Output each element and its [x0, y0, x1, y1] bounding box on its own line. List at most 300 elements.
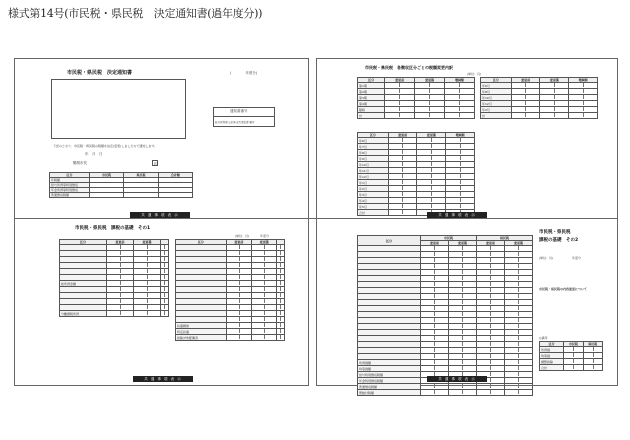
- digit-separator: [434, 300, 435, 304]
- row-label: 年8月: [358, 150, 389, 156]
- digit-separator: [518, 318, 519, 322]
- digit-separator: [460, 138, 461, 142]
- digit-separator: [460, 204, 461, 208]
- digit-separator: [280, 329, 281, 333]
- breakdown-title: 市民税・県民税 各徴収区分ごとの税額変更内訳: [365, 65, 453, 70]
- digit-separator: [593, 347, 594, 351]
- digit-separator: [280, 335, 281, 339]
- table-cell: [445, 113, 475, 119]
- digit-separator: [518, 324, 519, 328]
- table-row: 給与所得等特別徴収: [50, 183, 193, 188]
- digit-separator: [402, 198, 403, 202]
- digit-separator: [399, 107, 400, 111]
- digit-separator: [518, 348, 519, 352]
- digit-separator: [490, 366, 491, 370]
- digit-separator: [518, 372, 519, 376]
- digit-separator: [431, 174, 432, 178]
- basis2-title2: 課税の基礎 その2: [539, 238, 579, 243]
- basis1-year: 年度分: [260, 234, 270, 238]
- digit-separator: [239, 293, 240, 297]
- row-label: 年12月: [358, 174, 389, 180]
- digit-separator: [434, 276, 435, 280]
- digit-separator: [490, 288, 491, 292]
- digit-separator: [460, 186, 461, 190]
- basis2-main-table: [357, 235, 533, 396]
- notice-year: ( 年度分): [230, 71, 258, 75]
- digit-separator: [264, 299, 265, 303]
- digit-separator: [434, 330, 435, 334]
- digit-separator: [459, 83, 460, 87]
- header-row: [540, 342, 603, 347]
- digit-separator: [490, 276, 491, 280]
- digit-separator: [490, 306, 491, 310]
- digit-separator: [490, 252, 491, 256]
- digit-separator: [459, 89, 460, 93]
- digit-separator: [120, 257, 121, 261]
- col-subheader: 変更後: [448, 241, 476, 246]
- digit-separator: [434, 318, 435, 322]
- digit-separator: [583, 83, 584, 87]
- digit-separator: [264, 275, 265, 279]
- digit-separator: [490, 372, 491, 376]
- row-label: 所得割額: [358, 360, 421, 366]
- digit-separator: [264, 269, 265, 273]
- digit-separator: [583, 101, 584, 105]
- table-cell: [388, 210, 417, 216]
- digit-separator: [490, 324, 491, 328]
- digit-separator: [583, 89, 584, 93]
- row-label: 分離課税所得: [60, 311, 107, 317]
- digit-separator: [490, 342, 491, 346]
- table-cell: [504, 390, 532, 396]
- row-label: 均等割: [540, 353, 564, 359]
- col-header: 区分: [481, 78, 512, 83]
- col-header: 市民税: [420, 236, 476, 241]
- basis1-title: 市民税・県民税 課税の基礎 その1: [75, 226, 151, 231]
- digit-separator: [518, 342, 519, 346]
- digit-separator: [593, 365, 594, 369]
- digit-separator: [525, 107, 526, 111]
- digit-separator: [264, 293, 265, 297]
- digit-separator: [164, 287, 165, 291]
- row-label: 年8月: [481, 89, 512, 95]
- digit-separator: [459, 101, 460, 105]
- digit-separator: [120, 263, 121, 267]
- table-row: 年税額: [50, 178, 193, 183]
- digit-separator: [462, 252, 463, 256]
- digit-separator: [280, 293, 281, 297]
- digit-separator: [518, 360, 519, 364]
- digit-separator: [434, 270, 435, 274]
- digit-separator: [399, 83, 400, 87]
- row-label: 第2期: [358, 89, 385, 95]
- digit-separator: [120, 269, 121, 273]
- digit-separator: [462, 360, 463, 364]
- notice-title: 市民税・県民税 決定通知書: [67, 70, 133, 76]
- digit-separator: [147, 293, 148, 297]
- digit-separator: [402, 168, 403, 172]
- digit-separator: [280, 299, 281, 303]
- digit-separator: [264, 257, 265, 261]
- digit-separator: [434, 252, 435, 256]
- page-heading: 様式第14号(市民税・県民税 決定通知書(過年度分)): [8, 7, 263, 20]
- digit-separator: [460, 156, 461, 160]
- digit-separator: [164, 293, 165, 297]
- header-row: [358, 236, 533, 241]
- digit-separator: [518, 378, 519, 382]
- digit-separator: [431, 168, 432, 172]
- digit-separator: [518, 354, 519, 358]
- row-label: 第3期: [358, 95, 385, 101]
- digit-separator: [147, 269, 148, 273]
- digit-separator: [460, 168, 461, 172]
- digit-separator: [525, 95, 526, 99]
- digit-separator: [280, 269, 281, 273]
- seal-box: [152, 160, 158, 166]
- digit-separator: [399, 95, 400, 99]
- digit-separator: [490, 384, 491, 388]
- digit-separator: [264, 251, 265, 255]
- row-label: 年2月: [481, 107, 512, 113]
- digit-separator: [518, 300, 519, 304]
- digit-separator: [434, 246, 435, 250]
- table-cell: [583, 365, 602, 371]
- digit-separator: [518, 306, 519, 310]
- row-label: 普通徴収税額: [358, 384, 421, 390]
- digit-separator: [518, 270, 519, 274]
- table-cell: [277, 335, 285, 341]
- panel-basis-1: [14, 218, 309, 386]
- digit-separator: [402, 162, 403, 166]
- digit-separator: [459, 107, 460, 111]
- digit-separator: [490, 258, 491, 262]
- notice-number-label: 通知書番号: [230, 109, 248, 113]
- notice-footer: 共 通 事 項 表 示: [130, 212, 190, 218]
- digit-separator: [147, 263, 148, 267]
- row-label: 年9月: [358, 156, 389, 162]
- col-header: 区分: [358, 236, 421, 246]
- digit-separator: [429, 89, 430, 93]
- digit-separator: [518, 282, 519, 286]
- memo-title: ◎備考: [539, 336, 548, 340]
- reason-text-area: [539, 293, 609, 321]
- basis2-title: 市民税・県民税: [539, 230, 571, 235]
- digit-separator: [120, 293, 121, 297]
- address-window: [51, 79, 186, 139]
- row-label: 年6月: [481, 83, 512, 89]
- digit-separator: [518, 288, 519, 292]
- digit-separator: [239, 269, 240, 273]
- digit-separator: [264, 245, 265, 249]
- digit-separator: [518, 312, 519, 316]
- digit-separator: [239, 281, 240, 285]
- row-label: 随時: [358, 107, 385, 113]
- row-label: 特定扶養: [176, 329, 227, 335]
- table-cell: [564, 365, 583, 371]
- digit-separator: [120, 245, 121, 249]
- table-cell: [415, 113, 445, 119]
- row-label: 所得割: [540, 347, 564, 353]
- digit-separator: [264, 305, 265, 309]
- row-label: 年12月: [481, 101, 512, 107]
- row-label: 年10月: [481, 95, 512, 101]
- digit-separator: [518, 258, 519, 262]
- digit-separator: [147, 311, 148, 315]
- digit-separator: [518, 366, 519, 370]
- digit-separator: [460, 198, 461, 202]
- digit-separator: [264, 311, 265, 315]
- digit-separator: [490, 300, 491, 304]
- row-label: 年10月: [358, 162, 389, 168]
- col-header: 区分: [540, 342, 564, 347]
- digit-separator: [280, 323, 281, 327]
- digit-separator: [518, 330, 519, 334]
- digit-separator: [462, 330, 463, 334]
- digit-separator: [429, 101, 430, 105]
- col-header: 変更前: [385, 78, 415, 83]
- notice-summary-table: [49, 172, 193, 198]
- digit-separator: [431, 204, 432, 208]
- col-header: 変更前: [511, 78, 540, 83]
- digit-separator: [434, 282, 435, 286]
- digit-separator: [239, 311, 240, 315]
- digit-separator: [402, 186, 403, 190]
- digit-separator: [147, 257, 148, 261]
- digit-separator: [490, 378, 491, 382]
- col-header: 市民税: [90, 173, 124, 178]
- digit-separator: [462, 366, 463, 370]
- basis1-unit: (単位：円): [235, 234, 250, 238]
- col-header: 県民税: [124, 173, 158, 178]
- digit-separator: [239, 317, 240, 321]
- digit-separator: [239, 329, 240, 333]
- digit-separator: [573, 365, 574, 369]
- table-cell: [107, 311, 134, 317]
- digit-separator: [120, 305, 121, 309]
- digit-separator: [147, 281, 148, 285]
- digit-separator: [434, 324, 435, 328]
- digit-separator: [525, 113, 526, 117]
- row-label: 合計: [540, 365, 564, 371]
- panel-notice: [14, 58, 309, 220]
- digit-separator: [147, 299, 148, 303]
- digit-separator: [554, 113, 555, 117]
- digit-separator: [462, 354, 463, 358]
- digit-separator: [434, 360, 435, 364]
- digit-separator: [402, 210, 403, 214]
- panel-basis-2: [316, 218, 618, 395]
- col-header: 変更前: [226, 240, 251, 245]
- table-cell: [160, 311, 168, 317]
- col-header: 区分: [176, 240, 227, 245]
- table-row: [540, 365, 603, 371]
- col-header: 変更後: [417, 133, 446, 138]
- row-label: 年11月: [358, 168, 389, 174]
- digit-separator: [164, 245, 165, 249]
- digit-separator: [431, 192, 432, 196]
- digit-separator: [431, 150, 432, 154]
- digit-separator: [460, 174, 461, 178]
- digit-separator: [525, 83, 526, 87]
- digit-separator: [490, 294, 491, 298]
- digit-separator: [164, 257, 165, 261]
- row-label: 総所得金額: [60, 281, 107, 287]
- row-label: 年金特別徴収税額: [358, 378, 421, 384]
- digit-separator: [429, 107, 430, 111]
- digit-separator: [164, 281, 165, 285]
- col-header: 区分: [60, 240, 107, 245]
- col-header: 合計額: [158, 173, 192, 178]
- digit-separator: [554, 89, 555, 93]
- digit-separator: [429, 95, 430, 99]
- row-label: 第4期: [358, 101, 385, 107]
- digit-separator: [434, 312, 435, 316]
- digit-separator: [264, 281, 265, 285]
- digit-separator: [280, 245, 281, 249]
- row-label: 調整控除: [540, 359, 564, 365]
- col-header: 変更後: [540, 78, 569, 83]
- digit-separator: [280, 251, 281, 255]
- digit-separator: [264, 329, 265, 333]
- digit-separator: [147, 275, 148, 279]
- col-header: 変更前: [388, 133, 417, 138]
- digit-separator: [434, 390, 435, 394]
- table-cell: [420, 390, 448, 396]
- row-label: 既納付税額: [358, 390, 421, 396]
- digit-separator: [434, 258, 435, 262]
- table-cell: [476, 390, 504, 396]
- row-label: 年7月: [358, 144, 389, 150]
- digit-separator: [462, 336, 463, 340]
- basis2-year: 年度分: [572, 256, 582, 260]
- digit-separator: [120, 275, 121, 279]
- digit-separator: [593, 353, 594, 357]
- digit-separator: [490, 336, 491, 340]
- digit-separator: [239, 245, 240, 249]
- digit-separator: [490, 390, 491, 394]
- row-label: 年5月: [358, 204, 389, 210]
- digit-separator: [434, 306, 435, 310]
- table-cell: [448, 390, 476, 396]
- table-row: [176, 335, 285, 341]
- digit-separator: [402, 144, 403, 148]
- digit-separator: [518, 246, 519, 250]
- digit-separator: [434, 288, 435, 292]
- digit-separator: [583, 95, 584, 99]
- digit-separator: [431, 156, 432, 160]
- digit-separator: [462, 294, 463, 298]
- col-header: 区分: [358, 133, 389, 138]
- digit-separator: [460, 144, 461, 148]
- digit-separator: [264, 323, 265, 327]
- row-label: 計: [481, 113, 512, 119]
- digit-separator: [239, 263, 240, 267]
- breakdown-left-table: [357, 77, 475, 119]
- digit-separator: [264, 263, 265, 267]
- digit-separator: [264, 335, 265, 339]
- col-header: 市民税: [564, 342, 583, 347]
- digit-separator: [490, 270, 491, 274]
- digit-separator: [164, 251, 165, 255]
- digit-separator: [583, 107, 584, 111]
- digit-separator: [402, 204, 403, 208]
- row-label: 年4月: [358, 198, 389, 204]
- digit-separator: [462, 246, 463, 250]
- col-header: 増減額: [569, 78, 598, 83]
- digit-separator: [554, 95, 555, 99]
- digit-separator: [490, 360, 491, 364]
- table-row: [358, 113, 475, 119]
- digit-separator: [462, 342, 463, 346]
- digit-separator: [490, 354, 491, 358]
- digit-separator: [573, 359, 574, 363]
- digit-separator: [490, 264, 491, 268]
- digit-separator: [583, 113, 584, 117]
- digit-separator: [280, 281, 281, 285]
- digit-separator: [280, 317, 281, 321]
- digit-separator: [120, 251, 121, 255]
- digit-separator: [462, 258, 463, 262]
- table-cell: [134, 311, 161, 317]
- col-header: 変更後: [134, 240, 161, 245]
- row-label: 合計: [358, 210, 389, 216]
- digit-separator: [490, 282, 491, 286]
- digit-separator: [402, 174, 403, 178]
- digit-separator: [164, 305, 165, 309]
- digit-separator: [239, 275, 240, 279]
- digit-separator: [490, 318, 491, 322]
- col-header: 変更後: [415, 78, 445, 83]
- digit-separator: [120, 299, 121, 303]
- basis1-footer: 共 通 事 項 表 示: [133, 376, 193, 382]
- digit-separator: [431, 162, 432, 166]
- digit-separator: [518, 276, 519, 280]
- digit-separator: [164, 263, 165, 267]
- digit-separator: [462, 276, 463, 280]
- col-header: 県民税: [476, 236, 532, 241]
- digit-separator: [239, 287, 240, 291]
- digit-separator: [554, 83, 555, 87]
- digit-separator: [525, 101, 526, 105]
- notice-number-sub: 給与所得者(公的年金等受給者)番号: [215, 121, 255, 124]
- digit-separator: [573, 347, 574, 351]
- digit-separator: [431, 186, 432, 190]
- digit-separator: [462, 282, 463, 286]
- digit-separator: [280, 275, 281, 279]
- digit-separator: [434, 366, 435, 370]
- digit-separator: [280, 287, 281, 291]
- digit-separator: [239, 305, 240, 309]
- table-cell: [569, 113, 598, 119]
- digit-separator: [554, 101, 555, 105]
- table-row: [358, 390, 533, 396]
- digit-separator: [434, 384, 435, 388]
- table-row: [481, 113, 598, 119]
- digit-separator: [147, 287, 148, 291]
- col-subheader: 変更前: [420, 241, 448, 246]
- digit-separator: [431, 144, 432, 148]
- digit-separator: [434, 354, 435, 358]
- col-header: 増減額: [446, 133, 475, 138]
- digit-separator: [434, 348, 435, 352]
- digit-separator: [518, 384, 519, 388]
- digit-separator: [402, 156, 403, 160]
- digit-separator: [462, 288, 463, 292]
- panel-breakdown: [316, 58, 618, 220]
- digit-separator: [525, 89, 526, 93]
- digit-separator: [431, 138, 432, 142]
- digit-separator: [120, 287, 121, 291]
